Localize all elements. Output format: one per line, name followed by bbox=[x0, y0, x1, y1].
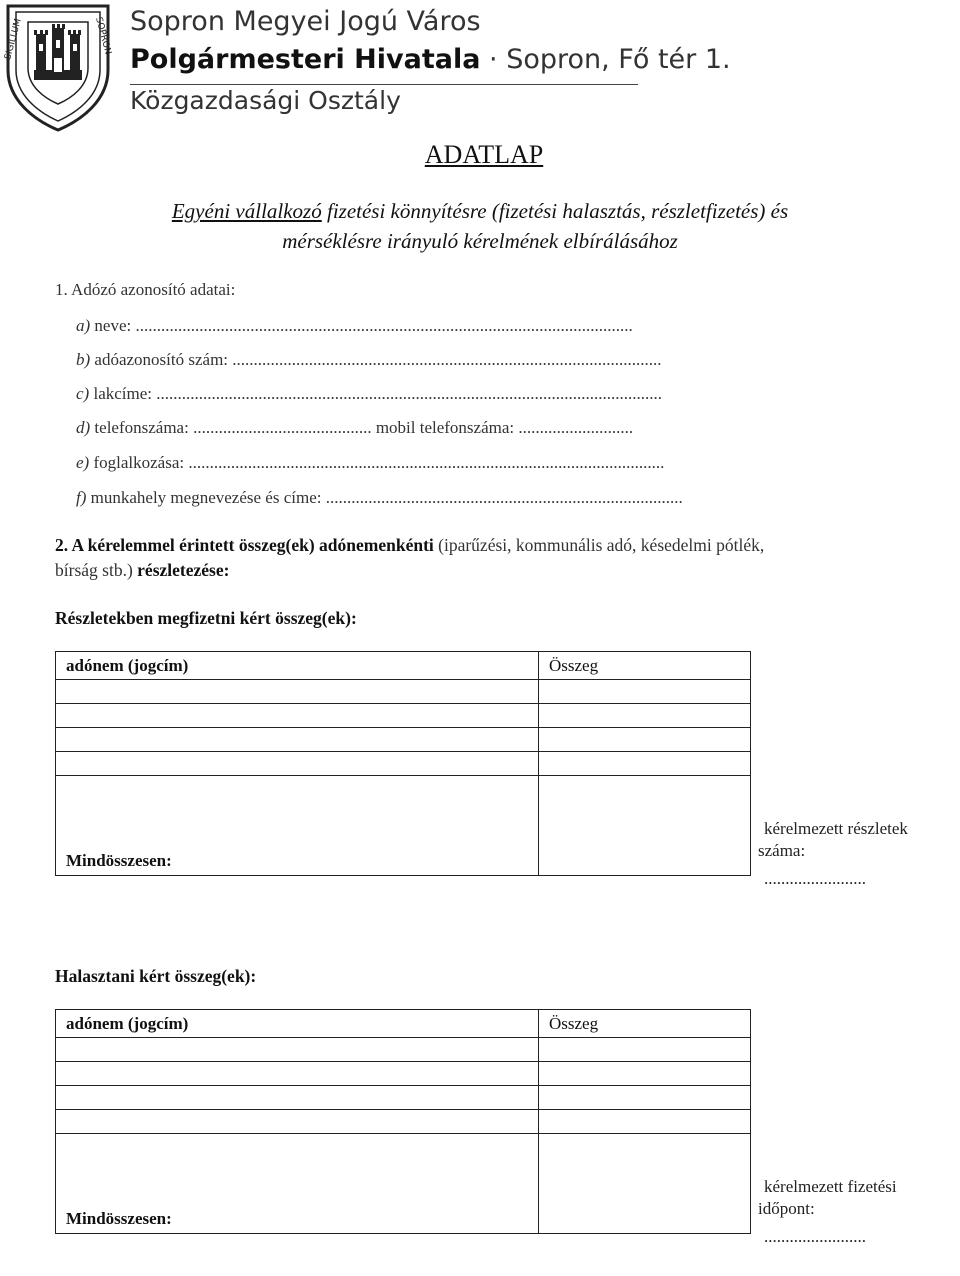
field-occupation bbox=[76, 453, 664, 473]
svg-text:SOPRON: SOPRON bbox=[93, 16, 113, 56]
col-tax-type-header: adónem (jogcím) bbox=[56, 652, 539, 680]
table-row[interactable] bbox=[56, 752, 751, 776]
header-separator: · bbox=[480, 44, 507, 75]
field-letter: b) bbox=[76, 350, 91, 369]
installments-count bbox=[758, 818, 958, 890]
table-header-row bbox=[56, 1010, 751, 1038]
deferral-date-dots[interactable]: ........................ bbox=[764, 1227, 866, 1246]
table-row[interactable] bbox=[56, 1062, 751, 1086]
subtitle-line1-rest: fizetési könnyítésre (fizetési halasztás, részletfizetés) és bbox=[321, 199, 789, 223]
field-phone bbox=[76, 418, 633, 438]
section1-heading: 1. Adózó azonosító adatai: bbox=[55, 280, 236, 299]
table-row[interactable] bbox=[56, 1038, 751, 1062]
table-header-row bbox=[56, 652, 751, 680]
field-text: adóazonosító szám: ..................................................................................................... bbox=[90, 350, 662, 369]
section2-rest: (iparűzési, kommunális adó, késedelmi pótlék, bbox=[433, 535, 765, 555]
deferral-date bbox=[758, 1176, 958, 1248]
deferral-date-label1: kérelmezett fizetési bbox=[764, 1177, 897, 1196]
field-tax-id bbox=[76, 350, 662, 370]
total-amount-cell[interactable] bbox=[539, 776, 751, 876]
section2-bold2: részletezése: bbox=[137, 560, 230, 580]
section2-rest2: bírság stb.) bbox=[55, 560, 138, 580]
header-office-name: Polgármesteri Hivatala bbox=[130, 44, 481, 75]
table-row[interactable] bbox=[56, 728, 751, 752]
header-line2 bbox=[130, 44, 731, 75]
table-cell[interactable] bbox=[539, 1086, 751, 1110]
field-name bbox=[76, 316, 633, 336]
field-text: lakcíme: ....................................................................................................................... bbox=[89, 384, 662, 403]
svg-text:SIGILLUM: SIGILLUM bbox=[3, 17, 24, 61]
section2-line2 bbox=[55, 560, 229, 581]
subtitle-underlined: Egyéni vállalkozó bbox=[171, 199, 322, 223]
field-workplace bbox=[76, 488, 683, 508]
table-cell[interactable] bbox=[539, 728, 751, 752]
table-cell[interactable] bbox=[56, 1086, 539, 1110]
field-text: neve: ..................................................................................................................... bbox=[90, 316, 633, 335]
installments-table bbox=[55, 651, 751, 876]
table-row[interactable] bbox=[56, 1086, 751, 1110]
section2-line1 bbox=[55, 535, 764, 556]
header-line1: Sopron Megyei Jogú Város bbox=[130, 6, 481, 37]
table-total-row[interactable] bbox=[56, 776, 751, 876]
installments-count-label1: kérelmezett részletek bbox=[764, 819, 908, 838]
col-amount-header: Összeg bbox=[539, 1010, 751, 1038]
col-amount-header: Összeg bbox=[539, 652, 751, 680]
table-cell[interactable] bbox=[539, 1038, 751, 1062]
field-letter: e) bbox=[76, 453, 90, 472]
total-label: Mindösszesen: bbox=[56, 1134, 539, 1234]
installments-count-dots[interactable]: ........................ bbox=[764, 869, 866, 888]
field-text: foglalkozása: ................................................................................................................ bbox=[89, 453, 665, 472]
total-label: Mindösszesen: bbox=[56, 776, 539, 876]
installments-heading: Részletekben megfizetni kért összeg(ek): bbox=[55, 608, 357, 628]
field-text: munkahely megnevezése és címe: .................................................................................... bbox=[86, 488, 683, 507]
col-tax-type-header: adónem (jogcím) bbox=[56, 1010, 539, 1038]
table-row[interactable] bbox=[56, 680, 751, 704]
table-cell[interactable] bbox=[56, 1062, 539, 1086]
field-letter: c) bbox=[76, 384, 90, 403]
header-rule bbox=[130, 84, 638, 85]
field-letter: a) bbox=[76, 316, 91, 335]
deferral-date-label2: időpont: bbox=[758, 1199, 815, 1218]
installments-count-label2: száma: bbox=[758, 841, 806, 860]
page-title: ADATLAP bbox=[424, 140, 544, 169]
field-letter: d) bbox=[76, 418, 91, 437]
table-cell[interactable] bbox=[56, 1110, 539, 1134]
field-address bbox=[76, 384, 662, 404]
subtitle bbox=[0, 196, 960, 256]
header-department: Közgazdasági Osztály bbox=[130, 86, 401, 115]
table-cell[interactable] bbox=[56, 1038, 539, 1062]
subtitle-line1 bbox=[0, 196, 960, 226]
table-cell[interactable] bbox=[56, 680, 539, 704]
field-text: telefonszáma: .......................................... mobil telefonszáma: ........................... bbox=[90, 418, 634, 437]
field-letter: f) bbox=[76, 488, 87, 507]
table-cell[interactable] bbox=[539, 1062, 751, 1086]
header-address: Sopron, Fő tér 1. bbox=[506, 44, 731, 75]
deferral-table bbox=[55, 1009, 751, 1234]
table-cell[interactable] bbox=[539, 752, 751, 776]
table-cell[interactable] bbox=[56, 728, 539, 752]
table-cell[interactable] bbox=[539, 680, 751, 704]
table-cell[interactable] bbox=[539, 704, 751, 728]
table-cell[interactable] bbox=[56, 704, 539, 728]
section2-bold: 2. A kérelemmel érintett összeg(ek) adónemenkénti bbox=[55, 535, 434, 555]
total-amount-cell[interactable] bbox=[539, 1134, 751, 1234]
table-cell[interactable] bbox=[539, 1110, 751, 1134]
table-row[interactable] bbox=[56, 704, 751, 728]
deferral-heading: Halasztani kért összeg(ek): bbox=[55, 966, 257, 986]
table-cell[interactable] bbox=[56, 752, 539, 776]
subtitle-line2: mérséklésre irányuló kérelmének elbírálásához bbox=[282, 229, 678, 253]
table-row[interactable] bbox=[56, 1110, 751, 1134]
coat-of-arms-seal bbox=[0, 0, 115, 135]
table-total-row[interactable] bbox=[56, 1134, 751, 1234]
